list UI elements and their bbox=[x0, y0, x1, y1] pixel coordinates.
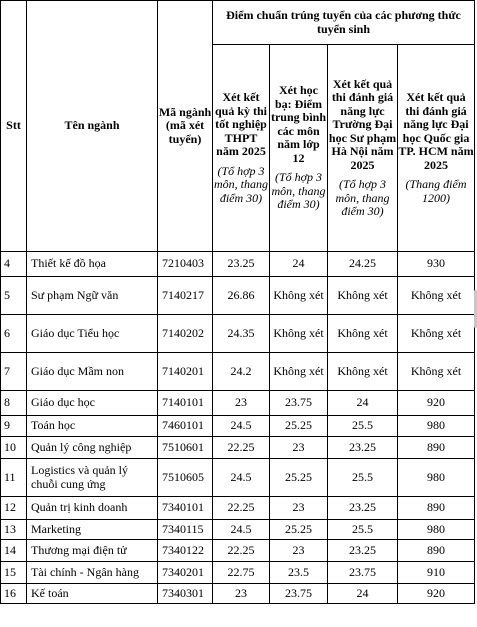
row-program-name: Giáo dục Mầm non bbox=[27, 353, 158, 391]
row-score-vnuhcm-dgnl: 980 bbox=[398, 459, 475, 497]
col-header-method-4 bbox=[398, 45, 475, 252]
method-1-title: Xét kết quả kỳ thi tốt nghiệp THPT năm 2025 bbox=[214, 90, 268, 158]
row-score-vnuhcm-dgnl: 980 bbox=[398, 520, 475, 540]
row-score-hnue-dgnl: 25.5 bbox=[328, 416, 398, 437]
method-3-title: Xét kết quả thi đánh giá năng lực Trường Đại học Sư phạm Hà Nội năm 2025 bbox=[328, 76, 397, 172]
table-row bbox=[1, 520, 475, 540]
table-row bbox=[1, 437, 475, 459]
row-score-thpt: 24.35 bbox=[213, 315, 270, 353]
row-program-code: 7340301 bbox=[158, 584, 213, 604]
row-program-name: Giáo dục Tiểu học bbox=[27, 315, 158, 353]
row-stt: 6 bbox=[1, 315, 27, 353]
table-row bbox=[1, 497, 475, 520]
table-row bbox=[1, 277, 475, 315]
row-program-code: 7340122 bbox=[158, 540, 213, 562]
col-header-name: Tên ngành bbox=[27, 1, 158, 252]
row-stt: 10 bbox=[1, 437, 27, 459]
table-body bbox=[1, 252, 475, 604]
row-stt: 15 bbox=[1, 562, 27, 584]
row-score-hnue-dgnl: 25.5 bbox=[328, 459, 398, 497]
row-program-code: 7210403 bbox=[158, 252, 213, 277]
row-score-hnue-dgnl: 24 bbox=[328, 391, 398, 416]
method-1-note: (Tổ hợp 3 môn, thang điểm 30) bbox=[214, 163, 268, 205]
row-program-name: Quản trị kinh doanh bbox=[27, 497, 158, 520]
row-program-name: Quản lý công nghiệp bbox=[27, 437, 158, 459]
row-score-thpt: 23 bbox=[213, 584, 270, 604]
method-4-title: Xét kết quả thi đánh giá năng lực Đại học Quốc gia TP. HCM năm 2025 bbox=[398, 90, 474, 172]
row-program-name: Marketing bbox=[27, 520, 158, 540]
row-stt: 11 bbox=[1, 459, 27, 497]
row-stt: 5 bbox=[1, 277, 27, 315]
row-score-hocba: 23 bbox=[270, 437, 328, 459]
row-program-code: 7460101 bbox=[158, 416, 213, 437]
row-program-name: Tài chính - Ngân hàng bbox=[27, 562, 158, 584]
row-program-code: 7140201 bbox=[158, 353, 213, 391]
method-2-title: Xét học bạ: Điểm trung bình các môn năm lớp 12 bbox=[270, 83, 327, 165]
row-score-hocba: Không xét bbox=[270, 353, 328, 391]
row-score-hnue-dgnl: 23.25 bbox=[328, 497, 398, 520]
row-stt: 13 bbox=[1, 520, 27, 540]
row-score-hnue-dgnl: Không xét bbox=[328, 353, 398, 391]
row-score-hocba: 25.25 bbox=[270, 416, 328, 437]
method-4-note: (Thang điểm 1200) bbox=[405, 177, 467, 205]
row-program-code: 7340201 bbox=[158, 562, 213, 584]
table-row bbox=[1, 391, 475, 416]
table-row bbox=[1, 315, 475, 353]
row-score-hocba: 23 bbox=[270, 497, 328, 520]
col-header-method-2 bbox=[270, 45, 328, 252]
row-score-hocba: Không xét bbox=[270, 277, 328, 315]
row-score-hnue-dgnl: 23.75 bbox=[328, 562, 398, 584]
table-row bbox=[1, 416, 475, 437]
row-score-hocba: 23.5 bbox=[270, 562, 328, 584]
row-score-vnuhcm-dgnl: Không xét bbox=[398, 315, 475, 353]
col-header-code: Mã ngành (mã xét tuyển) bbox=[158, 1, 213, 252]
row-score-thpt: 24.5 bbox=[213, 520, 270, 540]
col-header-method-3 bbox=[328, 45, 398, 252]
row-score-thpt: 22.25 bbox=[213, 437, 270, 459]
row-score-thpt: 24.2 bbox=[213, 353, 270, 391]
table-row bbox=[1, 252, 475, 277]
row-score-hnue-dgnl: 23.25 bbox=[328, 540, 398, 562]
row-score-vnuhcm-dgnl: Không xét bbox=[398, 353, 475, 391]
row-score-thpt: 22.75 bbox=[213, 562, 270, 584]
row-program-code: 7140217 bbox=[158, 277, 213, 315]
row-program-code: 7510605 bbox=[158, 459, 213, 497]
method-3-note: (Tổ hợp 3 môn, thang điểm 30) bbox=[335, 177, 390, 218]
row-score-thpt: 24.5 bbox=[213, 459, 270, 497]
row-score-hocba: 25.25 bbox=[270, 520, 328, 540]
row-score-hnue-dgnl: Không xét bbox=[328, 315, 398, 353]
row-score-vnuhcm-dgnl: 920 bbox=[398, 584, 475, 604]
row-score-thpt: 22.25 bbox=[213, 540, 270, 562]
row-stt: 9 bbox=[1, 416, 27, 437]
row-program-code: 7140101 bbox=[158, 391, 213, 416]
row-score-vnuhcm-dgnl: 890 bbox=[398, 540, 475, 562]
row-program-name: Kế toán bbox=[27, 584, 158, 604]
table-row bbox=[1, 353, 475, 391]
row-stt: 8 bbox=[1, 391, 27, 416]
row-score-thpt: 24.5 bbox=[213, 416, 270, 437]
table-row bbox=[1, 584, 475, 604]
row-program-name: Sư phạm Ngữ văn bbox=[27, 277, 158, 315]
method-2-note: (Tổ hợp 3 môn, thang điểm 30) bbox=[271, 170, 326, 212]
row-score-thpt: 23 bbox=[213, 391, 270, 416]
row-score-vnuhcm-dgnl: 890 bbox=[398, 497, 475, 520]
row-program-name: Giáo dục học bbox=[27, 391, 158, 416]
row-program-name: Thương mại điện tử bbox=[27, 540, 158, 562]
row-score-hocba: 23.75 bbox=[270, 584, 328, 604]
col-header-method-1 bbox=[213, 45, 270, 252]
row-score-hocba: 23.75 bbox=[270, 391, 328, 416]
table-row bbox=[1, 459, 475, 497]
row-score-hocba: 23 bbox=[270, 540, 328, 562]
row-score-hnue-dgnl: 23.25 bbox=[328, 437, 398, 459]
row-score-vnuhcm-dgnl: 910 bbox=[398, 562, 475, 584]
table-row bbox=[1, 540, 475, 562]
row-program-name: Thiết kế đồ họa bbox=[27, 252, 158, 277]
row-program-name: Toán học bbox=[27, 416, 158, 437]
row-score-vnuhcm-dgnl: 980 bbox=[398, 416, 475, 437]
row-stt: 16 bbox=[1, 584, 27, 604]
row-score-thpt: 26.86 bbox=[213, 277, 270, 315]
row-program-code: 7340101 bbox=[158, 497, 213, 520]
row-score-vnuhcm-dgnl: 920 bbox=[398, 391, 475, 416]
row-score-thpt: 22.25 bbox=[213, 497, 270, 520]
row-score-hnue-dgnl: 24 bbox=[328, 584, 398, 604]
row-score-vnuhcm-dgnl: Không xét bbox=[398, 277, 475, 315]
row-stt: 7 bbox=[1, 353, 27, 391]
row-program-code: 7510601 bbox=[158, 437, 213, 459]
row-program-code: 7140202 bbox=[158, 315, 213, 353]
row-score-thpt: 23.25 bbox=[213, 252, 270, 277]
row-score-hnue-dgnl: 25.5 bbox=[328, 520, 398, 540]
row-score-hnue-dgnl: 24.25 bbox=[328, 252, 398, 277]
row-score-hocba: 25.25 bbox=[270, 459, 328, 497]
row-score-hocba: 24 bbox=[270, 252, 328, 277]
row-score-hocba: Không xét bbox=[270, 315, 328, 353]
row-stt: 14 bbox=[1, 540, 27, 562]
row-score-vnuhcm-dgnl: 930 bbox=[398, 252, 475, 277]
table-row bbox=[1, 562, 475, 584]
row-program-name: Logistics và quản lý chuỗi cung ứng bbox=[27, 459, 158, 497]
row-program-code: 7340115 bbox=[158, 520, 213, 540]
row-score-hnue-dgnl: Không xét bbox=[328, 277, 398, 315]
row-stt: 12 bbox=[1, 497, 27, 520]
row-stt: 4 bbox=[1, 252, 27, 277]
row-score-vnuhcm-dgnl: 890 bbox=[398, 437, 475, 459]
col-header-group: Điểm chuẩn trúng tuyển của các phương thức tuyển sinh bbox=[213, 1, 475, 45]
col-header-stt: Stt bbox=[1, 1, 27, 252]
